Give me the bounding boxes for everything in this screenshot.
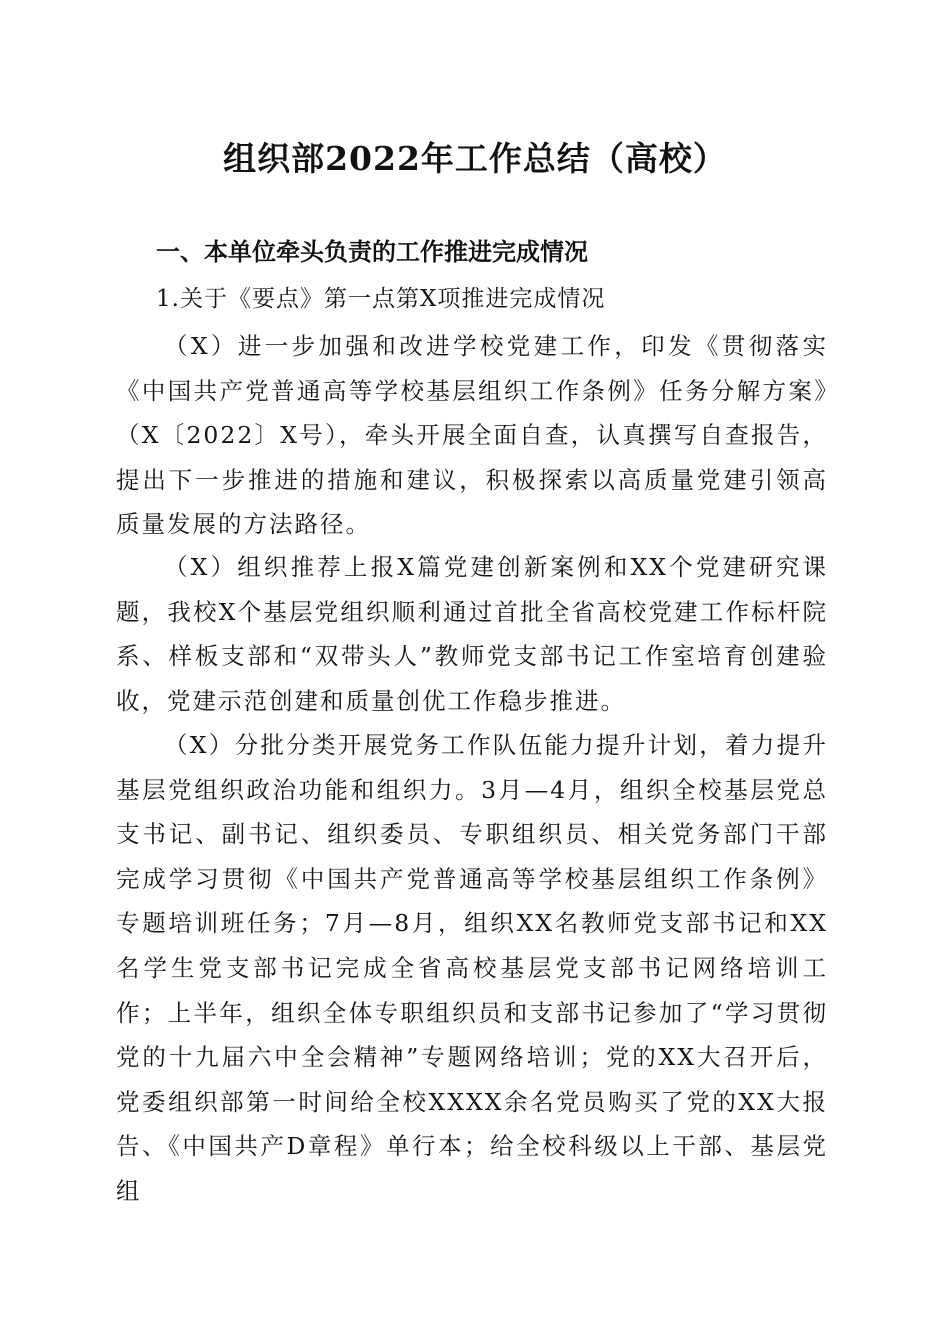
sub-heading: 1.关于《要点》第一点第X项推进完成情况 bbox=[156, 286, 606, 312]
document-title: 组织部2022年工作总结（高校） bbox=[223, 139, 727, 178]
section-heading: 一、本单位牵头负责的工作推进完成情况 bbox=[156, 238, 588, 266]
body-paragraph: （X）进一步加强和改进学校党建工作，印发《贯彻落实《中国共产党普通高等学校基层组织工作条例》任务分解方案》（X〔2022〕X号），牵头开展全面自查，认真撰写自查报告，提出下一步推进的措施和建议，积极探索以高质量党建引领高质量发展的方法路径。 bbox=[116, 332, 828, 539]
body-paragraph: （X）组织推荐上报X篇党建创新案例和XX个党建研究课题，我校X个基层党组织顺利通过首批全省高校党建工作标杆院系、样板支部和“双带头人”教师党支部书记工作室培育创建验收，党建示范创建和质量创优工作稳步推进。 bbox=[116, 553, 828, 715]
body-paragraph: （X）分批分类开展党务工作队伍能力提升计划，着力提升基层党组织政治功能和组织力。3月—4月，组织全校基层党总支书记、副书记、组织委员、专职组织员、相关党务部门干部完成学习贯彻《中国共产党普通高等学校基层组织工作条例》专题培训班任务；7月—8月，组织XX名教师党支部书记和XX名学生党支部书记完成全省高校基层党支部书记网络培训工作；上半年，组织全体专职组织员和支部书记参加了“学习贯彻党的十九届六中全会精神”专题网络培训；党的XX大召开后，党委组织部第一时间给全校XXXX余名党员购买了党的XX大报告、《中国共产D章程》单行本；给全校科级以上干部、基层党组 bbox=[116, 731, 828, 1205]
